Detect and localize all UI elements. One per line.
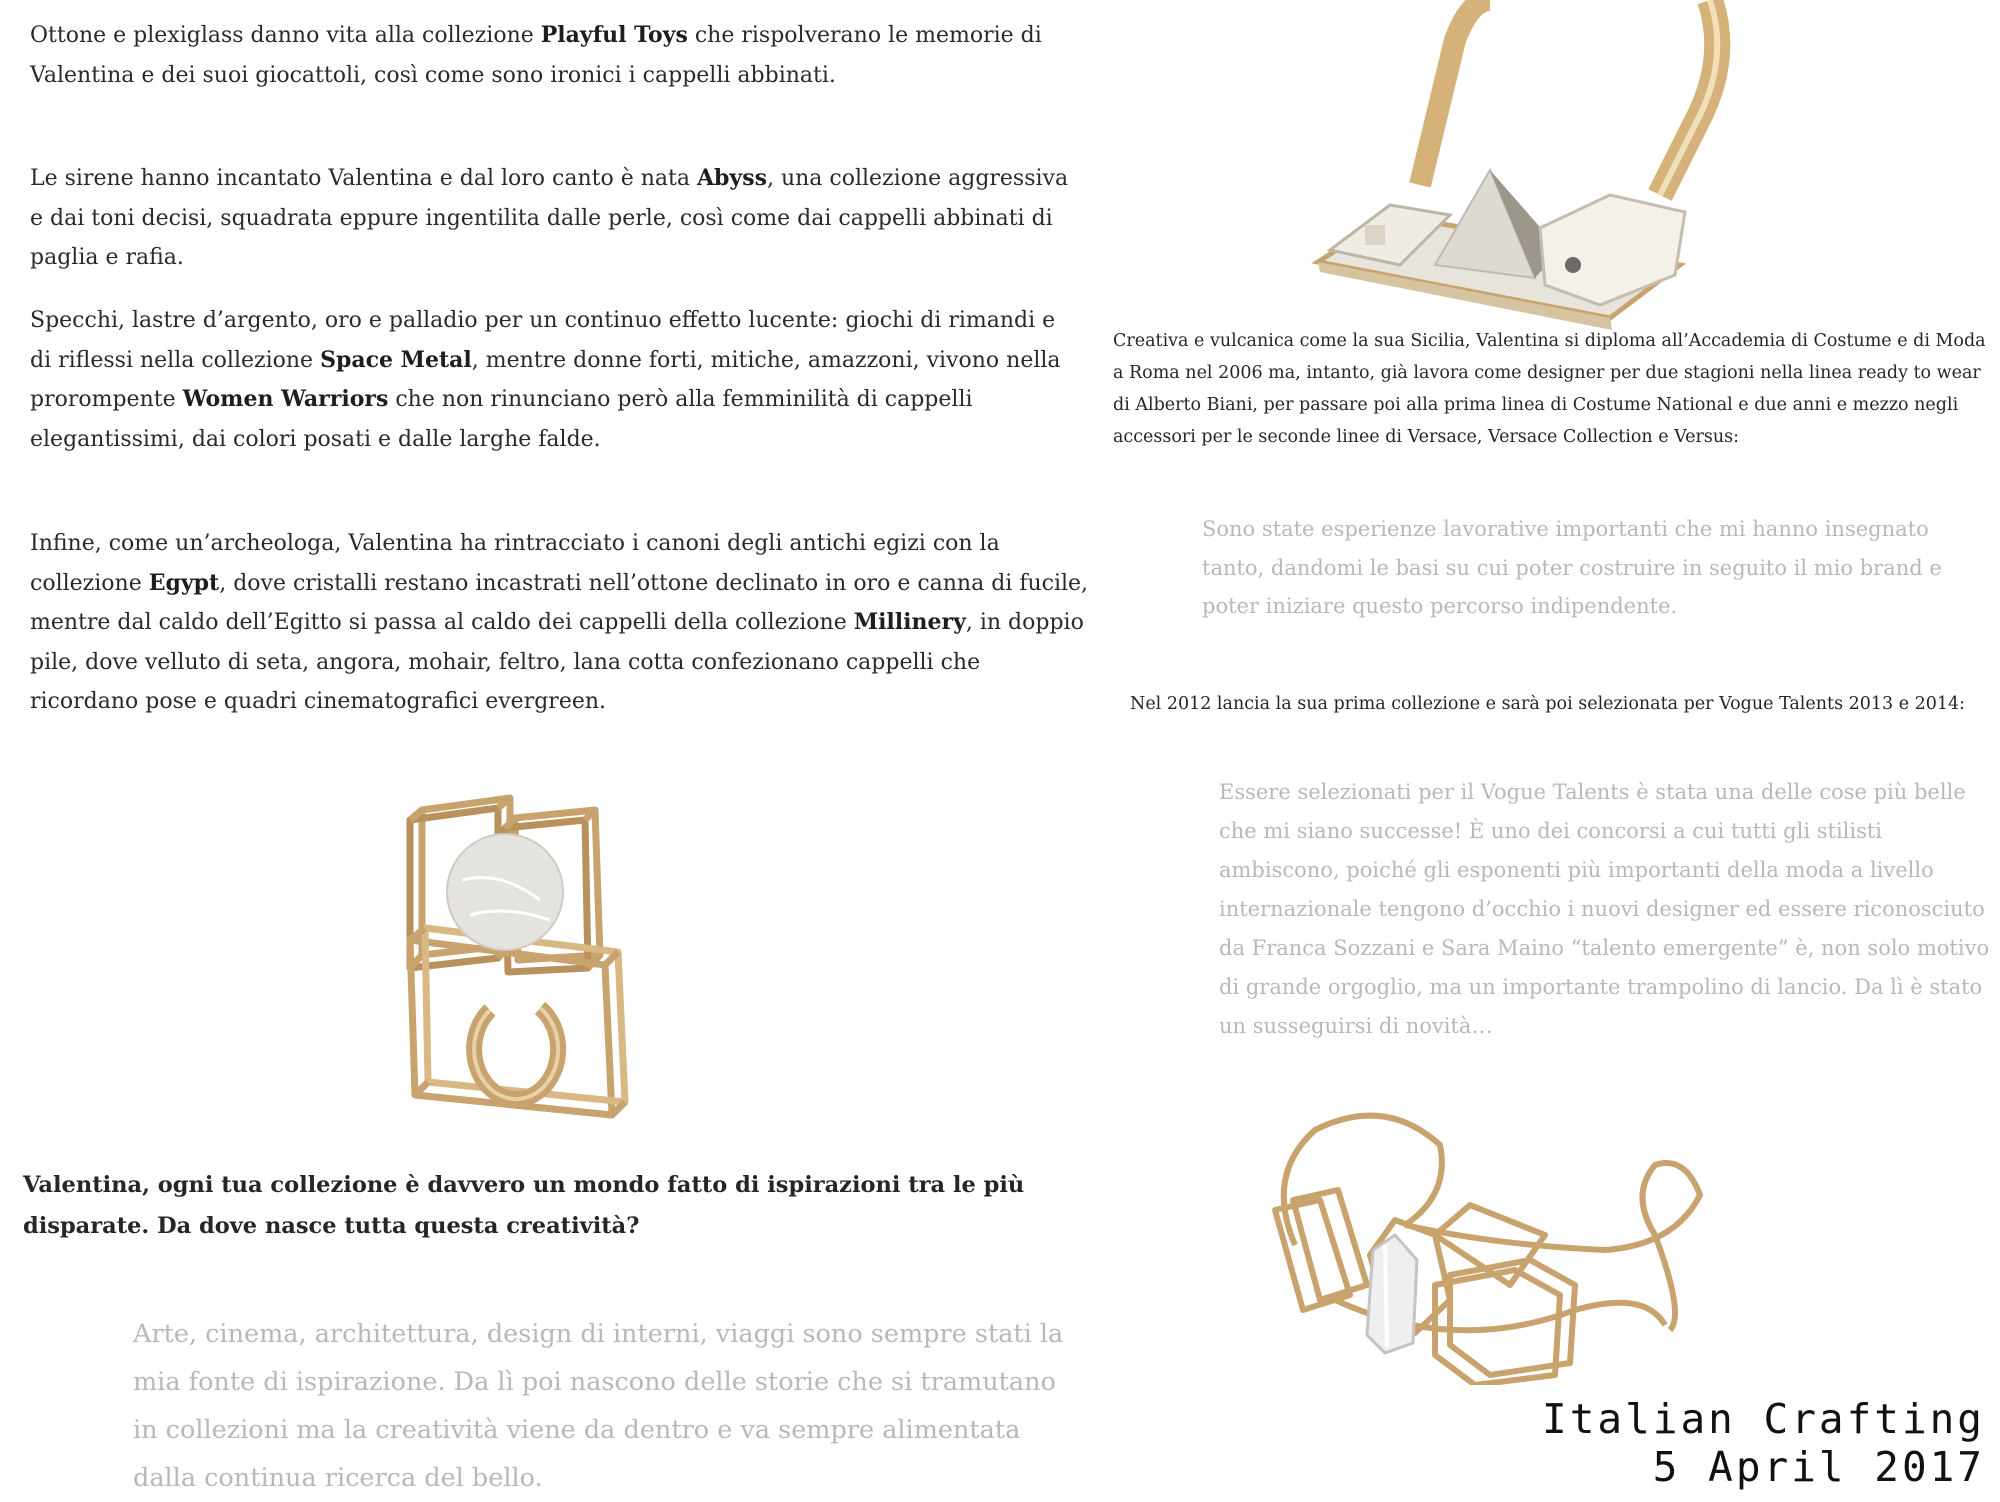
- paragraph-text: , mentre donne forti, mitiche, amazzoni, vivono nella prorompente: [30, 347, 1061, 412]
- collection-name-space-metal: Space Metal: [320, 346, 472, 373]
- paragraph-text: , in doppio pile, dove velluto di seta, angora, mohair, feltro, lana cotta confezionano cappelli che ricordano pose e quadri cinematografici evergreen.: [30, 610, 1084, 714]
- answer-quote: Arte, cinema, architettura, design di interni, viaggi sono sempre stati la mia fonte di ispirazione. Da lì poi nascono delle storie che si tramutano in collezioni ma la creatività viene da dentro e va sempre alimentata dalla continua ricerca del bello.: [133, 1319, 1064, 1493]
- geometric-bracelet-photo: [1255, 1085, 1775, 1385]
- paragraph-space-metal: [30, 301, 1080, 459]
- paragraph-text: che non rinunciano però alla femminilità di cappelli elegantissimi, dai colori posati e dalle larghe falde.: [30, 387, 973, 452]
- collection-name-playful-toys: Playful Toys: [540, 22, 688, 48]
- quote-experience: Sono state esperienze lavorative importanti che mi hanno insegnato tanto, dandomi le basi su cui poter costruire in seguito il mio brand e poter iniziare questo percorso indipendente.: [1202, 517, 1942, 618]
- paragraph-text: Infine, come un’archeologa, Valentina ha rintracciato i canoni degli antichi egizi con la collezione: [30, 531, 1000, 596]
- paragraph-text: , una collezione aggressiva e dai toni decisi, squadrata eppure ingentilita dalle perle, così come dai cappelli abbinati di paglia e rafia.: [30, 166, 1069, 270]
- vogue-talents-intro: Nel 2012 lancia la sua prima collezione e sarà poi selezionata per Vogue Talents 2013 e 2014:: [1130, 694, 1966, 714]
- paragraph-text: Ottone e plexiglass danno vita alla collezione: [30, 23, 541, 48]
- geometric-ring-photo: [390, 780, 670, 1130]
- collection-name-abyss: Abyss: [696, 165, 767, 191]
- collection-name-egypt: Egypt: [148, 569, 220, 596]
- quote-vogue-talents: Essere selezionati per il Vogue Talents è stata una delle cose più belle che mi siano successe! È uno dei concorsi a cui tutti gli stilisti ambiscono, poiché gli esponenti più importanti della moda a livello internazionale tengono d’occhio i nuovi designer ed essere riconosciuto da Franca Sozzani e Sara Maino “talento emergente” è, non solo motivo di grande orgoglio, ma un importante trampolino di lancio. Da lì è stato un susseguirsi di novità…: [1219, 780, 1990, 1038]
- paragraph-abyss: [30, 159, 1080, 278]
- collection-name-millinery: Millinery: [853, 609, 966, 635]
- collection-name-women-warriors: Women Warriors: [182, 386, 389, 412]
- interview-question: Valentina, ogni tua collezione è davvero un mondo fatto di ispirazioni tra le più disparate. Da dove nasce tutta questa creatività?: [23, 1172, 1025, 1239]
- paragraph-egypt: [30, 524, 1090, 722]
- paragraph-text: , dove cristalli restano incastrati nell’ottone declinato in oro e canna di fucile, mentre dal caldo dell’Egitto si passa al caldo dei cappelli della collezione: [30, 570, 1089, 635]
- signature: [1460, 1395, 1985, 1491]
- paragraph-text: che rispolverano le memorie di Valentina e dei suoi giocattoli, così come sono ironici i cappelli abbinati.: [30, 23, 1042, 88]
- paragraph-text: Le sirene hanno incantato Valentina e dal loro canto è nata: [30, 166, 697, 191]
- playful-toys-necklace-photo: [1290, 0, 1760, 330]
- paragraph-playful-toys: [30, 16, 1090, 95]
- signature-date: 5 April 2017: [1652, 1443, 1985, 1491]
- signature-title: Italian Crafting: [1542, 1395, 1985, 1443]
- designer-bio: Creativa e vulcanica come la sua Sicilia, Valentina si diploma all’Accademia di Costume e di Moda a Roma nel 2006 ma, intanto, già lavora come designer per due stagioni nella linea ready to wear di Alberto Biani, per passare poi alla prima linea di Costume National e due anni e mezzo negli accessori per le seconde linee di Versace, Versace Collection e Versus:: [1113, 331, 1986, 447]
- paragraph-text: Specchi, lastre d’argento, oro e palladio per un continuo effetto lucente: giochi di rimandi e di riflessi nella collezione: [30, 308, 1056, 373]
